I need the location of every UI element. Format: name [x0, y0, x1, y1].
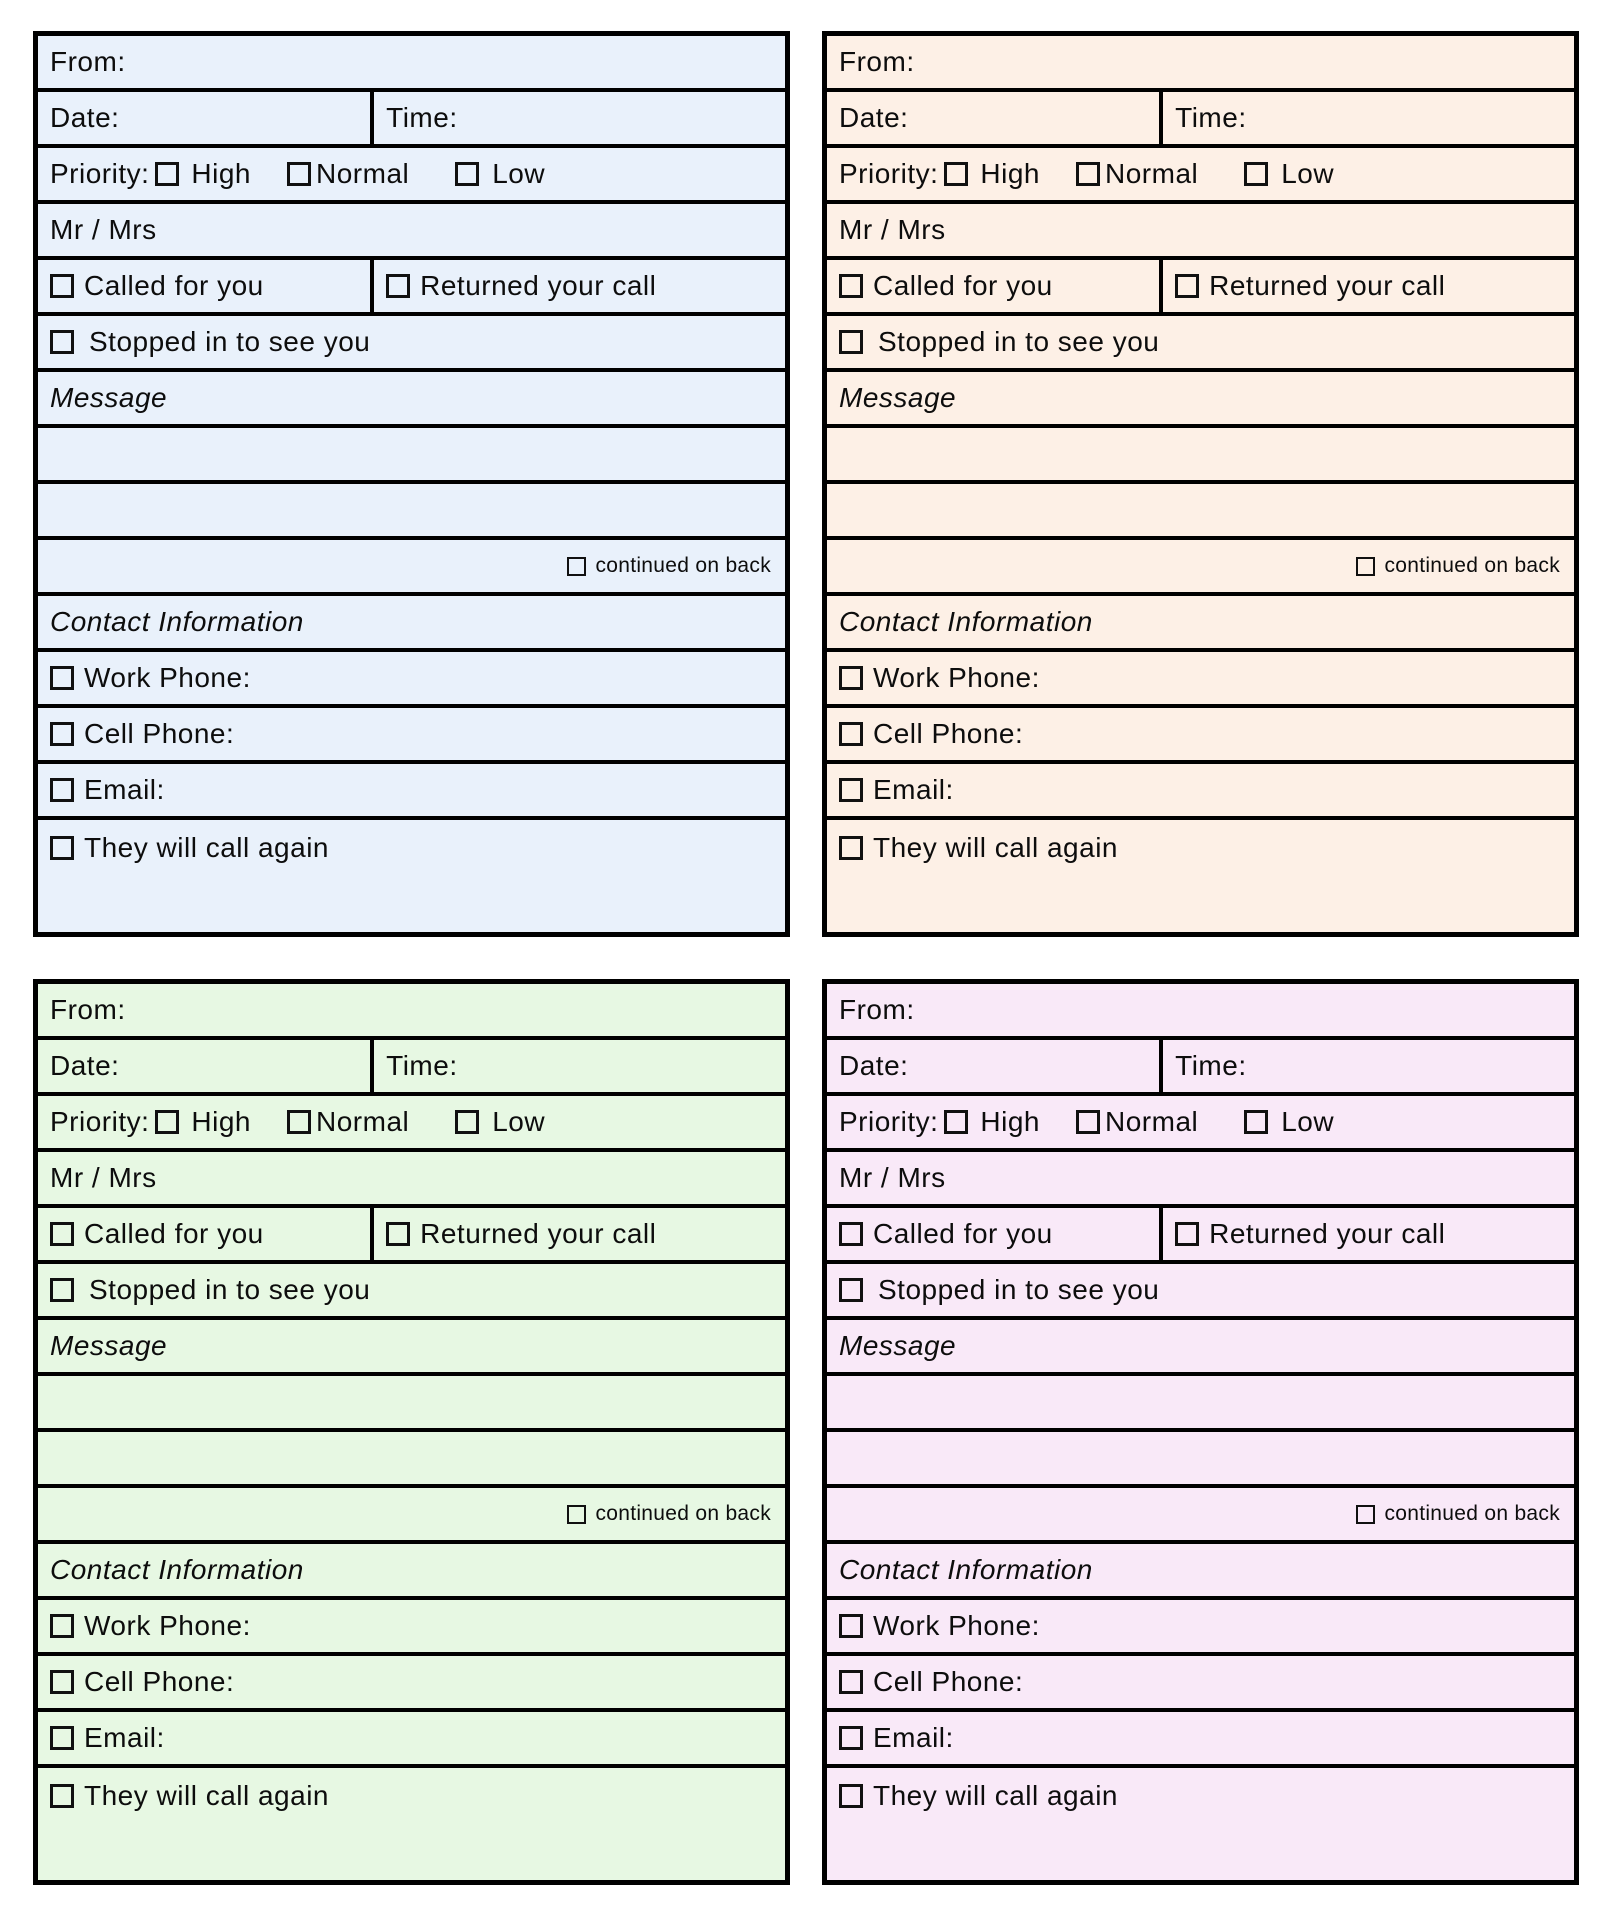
- returned-your-call-cell: [374, 260, 785, 312]
- priority-row: [38, 1096, 785, 1152]
- returned-your-call-cell: [1163, 1208, 1574, 1260]
- from-label: From:: [50, 994, 126, 1025]
- work-phone-field[interactable]: [827, 652, 1574, 708]
- time-field[interactable]: [374, 1040, 785, 1092]
- returned-your-call-checkbox[interactable]: [1175, 1222, 1199, 1246]
- cell-phone-label: Cell Phone:: [873, 718, 1024, 749]
- stopped-in-row: [827, 316, 1574, 372]
- priority-row: [827, 1096, 1574, 1152]
- mr-mrs-field[interactable]: [827, 1152, 1574, 1208]
- they-will-call-again-row: [827, 1768, 1574, 1824]
- call-type-row: [38, 260, 785, 316]
- stopped-in-label: Stopped in to see you: [89, 326, 371, 357]
- time-label: Time:: [1175, 102, 1247, 133]
- returned-your-call-checkbox[interactable]: [386, 1222, 410, 1246]
- date-time-row: [827, 92, 1574, 148]
- called-for-you-label: Called for you: [873, 270, 1053, 301]
- continued-on-back-label: continued on back: [595, 1502, 771, 1525]
- priority-low-label: Low: [492, 158, 546, 189]
- continued-on-back-checkbox[interactable]: [1356, 1505, 1375, 1524]
- message-line-1[interactable]: [827, 428, 1574, 484]
- work-phone-checkbox[interactable]: [50, 1614, 74, 1638]
- returned-your-call-label: Returned your call: [420, 270, 657, 301]
- cell-phone-field[interactable]: [38, 1656, 785, 1712]
- work-phone-checkbox[interactable]: [50, 666, 74, 690]
- mr-mrs-label: Mr / Mrs: [839, 1162, 946, 1193]
- priority-high-label: High: [980, 158, 1040, 189]
- work-phone-checkbox[interactable]: [839, 666, 863, 690]
- mr-mrs-label: Mr / Mrs: [839, 214, 946, 245]
- email-label: Email:: [84, 1722, 165, 1753]
- work-phone-field[interactable]: [827, 1600, 1574, 1656]
- continued-on-back-row: [38, 540, 785, 596]
- work-phone-label: Work Phone:: [84, 1610, 251, 1641]
- mr-mrs-label: Mr / Mrs: [50, 1162, 157, 1193]
- stopped-in-checkbox[interactable]: [50, 330, 74, 354]
- priority-normal-checkbox[interactable]: [287, 1110, 311, 1134]
- they-will-call-again-label: They will call again: [873, 1780, 1118, 1811]
- message-label: Message: [839, 1330, 957, 1361]
- they-will-call-again-row: [38, 820, 785, 876]
- returned-your-call-checkbox[interactable]: [386, 274, 410, 298]
- stopped-in-checkbox[interactable]: [839, 330, 863, 354]
- priority-high-checkbox[interactable]: [944, 1110, 968, 1134]
- time-field[interactable]: [374, 92, 785, 144]
- work-phone-label: Work Phone:: [84, 662, 251, 693]
- priority-row: [38, 148, 785, 204]
- priority-normal-checkbox[interactable]: [1076, 162, 1100, 186]
- they-will-call-again-row: [827, 820, 1574, 876]
- time-label: Time:: [1175, 1050, 1247, 1081]
- date-field[interactable]: [38, 1040, 374, 1092]
- returned-your-call-cell: [1163, 260, 1574, 312]
- date-field[interactable]: [827, 92, 1163, 144]
- mr-mrs-field[interactable]: [38, 1152, 785, 1208]
- slip-grid: [33, 31, 1579, 1885]
- email-field[interactable]: [38, 1712, 785, 1768]
- from-field[interactable]: [827, 984, 1574, 1040]
- time-field[interactable]: [1163, 1040, 1574, 1092]
- cell-phone-label: Cell Phone:: [873, 1666, 1024, 1697]
- call-type-row: [827, 1208, 1574, 1264]
- message-header-row: [827, 372, 1574, 428]
- message-line-2[interactable]: [38, 1432, 785, 1488]
- call-type-row: [827, 260, 1574, 316]
- stopped-in-checkbox[interactable]: [50, 1278, 74, 1302]
- phone-message-slip-peach: [822, 31, 1579, 937]
- message-label: Message: [50, 382, 168, 413]
- time-label: Time:: [386, 1050, 458, 1081]
- date-field[interactable]: [38, 92, 374, 144]
- phone-message-slip-green: [33, 979, 790, 1885]
- mr-mrs-field[interactable]: [38, 204, 785, 260]
- phone-message-slip-pink: [822, 979, 1579, 1885]
- cell-phone-field[interactable]: [827, 708, 1574, 764]
- priority-normal-checkbox[interactable]: [1076, 1110, 1100, 1134]
- message-line-2[interactable]: [827, 484, 1574, 540]
- contact-information-row: [38, 596, 785, 652]
- email-field[interactable]: [827, 764, 1574, 820]
- time-field[interactable]: [1163, 92, 1574, 144]
- priority-label: Priority:: [839, 158, 939, 189]
- message-line-2[interactable]: [38, 484, 785, 540]
- message-header-row: [827, 1320, 1574, 1376]
- they-will-call-again-label: They will call again: [84, 1780, 329, 1811]
- priority-low-label: Low: [1281, 158, 1335, 189]
- called-for-you-checkbox[interactable]: [50, 1222, 74, 1246]
- priority-high-label: High: [191, 1106, 251, 1137]
- work-phone-label: Work Phone:: [873, 662, 1040, 693]
- contact-information-label: Contact Information: [50, 606, 304, 637]
- cell-phone-checkbox[interactable]: [50, 722, 74, 746]
- work-phone-label: Work Phone:: [873, 1610, 1040, 1641]
- email-field[interactable]: [827, 1712, 1574, 1768]
- called-for-you-cell: [38, 260, 374, 312]
- priority-normal-checkbox[interactable]: [287, 162, 311, 186]
- priority-label: Priority:: [839, 1106, 939, 1137]
- from-field[interactable]: [38, 36, 785, 92]
- priority-low-label: Low: [1281, 1106, 1335, 1137]
- they-will-call-again-checkbox[interactable]: [839, 836, 863, 860]
- they-will-call-again-checkbox[interactable]: [839, 1784, 863, 1808]
- returned-your-call-checkbox[interactable]: [1175, 274, 1199, 298]
- date-label: Date:: [50, 102, 120, 133]
- work-phone-field[interactable]: [38, 1600, 785, 1656]
- date-field[interactable]: [827, 1040, 1163, 1092]
- date-time-row: [827, 1040, 1574, 1096]
- priority-high-checkbox[interactable]: [155, 1110, 179, 1134]
- called-for-you-cell: [827, 260, 1163, 312]
- continued-on-back-label: continued on back: [595, 554, 771, 577]
- message-line-1[interactable]: [38, 1376, 785, 1432]
- called-for-you-cell: [827, 1208, 1163, 1260]
- priority-label: Priority:: [50, 158, 150, 189]
- priority-normal-label: Normal: [316, 158, 410, 189]
- date-label: Date:: [839, 1050, 909, 1081]
- contact-information-label: Contact Information: [839, 606, 1093, 637]
- contact-information-row: [38, 1544, 785, 1600]
- cell-phone-field[interactable]: [38, 708, 785, 764]
- from-field[interactable]: [38, 984, 785, 1040]
- they-will-call-again-label: They will call again: [873, 832, 1118, 863]
- message-label: Message: [50, 1330, 168, 1361]
- priority-normal-label: Normal: [1105, 158, 1199, 189]
- email-label: Email:: [84, 774, 165, 805]
- email-checkbox[interactable]: [50, 1726, 74, 1750]
- contact-information-row: [827, 596, 1574, 652]
- priority-low-checkbox[interactable]: [455, 162, 479, 186]
- stopped-in-row: [38, 316, 785, 372]
- priority-label: Priority:: [50, 1106, 150, 1137]
- email-field[interactable]: [38, 764, 785, 820]
- returned-your-call-label: Returned your call: [1209, 270, 1446, 301]
- message-line-2[interactable]: [827, 1432, 1574, 1488]
- priority-normal-label: Normal: [316, 1106, 410, 1137]
- email-checkbox[interactable]: [839, 778, 863, 802]
- returned-your-call-label: Returned your call: [1209, 1218, 1446, 1249]
- email-checkbox[interactable]: [839, 1726, 863, 1750]
- continued-on-back-label: continued on back: [1384, 554, 1560, 577]
- phone-message-slip-blue: [33, 31, 790, 937]
- contact-information-label: Contact Information: [839, 1554, 1093, 1585]
- continued-on-back-row: [38, 1488, 785, 1544]
- returned-your-call-label: Returned your call: [420, 1218, 657, 1249]
- priority-normal-label: Normal: [1105, 1106, 1199, 1137]
- priority-high-checkbox[interactable]: [944, 162, 968, 186]
- priority-high-label: High: [191, 158, 251, 189]
- stopped-in-label: Stopped in to see you: [89, 1274, 371, 1305]
- stopped-in-label: Stopped in to see you: [878, 1274, 1160, 1305]
- email-label: Email:: [873, 774, 954, 805]
- priority-low-checkbox[interactable]: [1244, 162, 1268, 186]
- contact-information-row: [827, 1544, 1574, 1600]
- called-for-you-cell: [38, 1208, 374, 1260]
- from-field[interactable]: [827, 36, 1574, 92]
- priority-low-checkbox[interactable]: [1244, 1110, 1268, 1134]
- date-time-row: [38, 92, 785, 148]
- continued-on-back-checkbox[interactable]: [567, 1505, 586, 1524]
- cell-phone-label: Cell Phone:: [84, 718, 235, 749]
- they-will-call-again-checkbox[interactable]: [50, 1784, 74, 1808]
- cell-phone-checkbox[interactable]: [839, 722, 863, 746]
- priority-high-label: High: [980, 1106, 1040, 1137]
- they-will-call-again-label: They will call again: [84, 832, 329, 863]
- called-for-you-label: Called for you: [84, 1218, 264, 1249]
- they-will-call-again-checkbox[interactable]: [50, 836, 74, 860]
- date-time-row: [38, 1040, 785, 1096]
- continued-on-back-label: continued on back: [1384, 1502, 1560, 1525]
- date-label: Date:: [50, 1050, 120, 1081]
- stopped-in-row: [827, 1264, 1574, 1320]
- stopped-in-label: Stopped in to see you: [878, 326, 1160, 357]
- called-for-you-checkbox[interactable]: [839, 274, 863, 298]
- from-label: From:: [839, 994, 915, 1025]
- call-type-row: [38, 1208, 785, 1264]
- priority-row: [827, 148, 1574, 204]
- email-label: Email:: [873, 1722, 954, 1753]
- priority-low-checkbox[interactable]: [455, 1110, 479, 1134]
- cell-phone-label: Cell Phone:: [84, 1666, 235, 1697]
- contact-information-label: Contact Information: [50, 1554, 304, 1585]
- they-will-call-again-row: [38, 1768, 785, 1824]
- continued-on-back-checkbox[interactable]: [567, 557, 586, 576]
- message-line-1[interactable]: [827, 1376, 1574, 1432]
- called-for-you-checkbox[interactable]: [50, 274, 74, 298]
- priority-low-label: Low: [492, 1106, 546, 1137]
- continued-on-back-row: [827, 1488, 1574, 1544]
- stopped-in-row: [38, 1264, 785, 1320]
- called-for-you-checkbox[interactable]: [839, 1222, 863, 1246]
- priority-high-checkbox[interactable]: [155, 162, 179, 186]
- cell-phone-field[interactable]: [827, 1656, 1574, 1712]
- from-label: From:: [839, 46, 915, 77]
- message-label: Message: [839, 382, 957, 413]
- cell-phone-checkbox[interactable]: [839, 1670, 863, 1694]
- called-for-you-label: Called for you: [84, 270, 264, 301]
- email-checkbox[interactable]: [50, 778, 74, 802]
- continued-on-back-row: [827, 540, 1574, 596]
- continued-on-back-checkbox[interactable]: [1356, 557, 1375, 576]
- cell-phone-checkbox[interactable]: [50, 1670, 74, 1694]
- message-header-row: [38, 1320, 785, 1376]
- date-label: Date:: [839, 102, 909, 133]
- message-header-row: [38, 372, 785, 428]
- work-phone-checkbox[interactable]: [839, 1614, 863, 1638]
- from-label: From:: [50, 46, 126, 77]
- returned-your-call-cell: [374, 1208, 785, 1260]
- time-label: Time:: [386, 102, 458, 133]
- stopped-in-checkbox[interactable]: [839, 1278, 863, 1302]
- mr-mrs-field[interactable]: [827, 204, 1574, 260]
- mr-mrs-label: Mr / Mrs: [50, 214, 157, 245]
- work-phone-field[interactable]: [38, 652, 785, 708]
- message-line-1[interactable]: [38, 428, 785, 484]
- called-for-you-label: Called for you: [873, 1218, 1053, 1249]
